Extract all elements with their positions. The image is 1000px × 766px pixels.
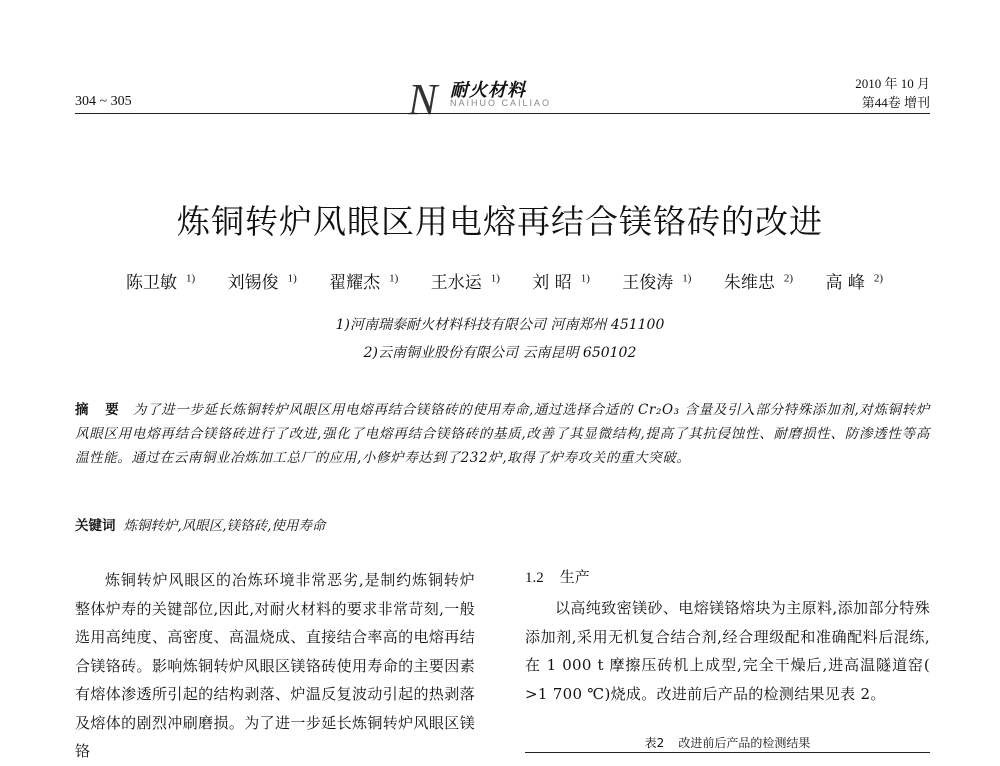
paper-title: 炼铜转炉风眼区用电熔再结合镁铬砖的改进: [177, 202, 823, 241]
body-intro-paragraph: 炼铜转炉风眼区的冶炼环境非常恶劣,是制约炼铜转炉整体炉寿的关键部位,因此,对耐火材料的要求非常苛刻,一般选用高纯度、高密度、高温烧成、直接结合率高的电熔再结合镁铬砖。影响炼铜转炉风眼区镁铬砖使用寿命的主要因素有熔体渗透所引起的结构剥落、炉温反复波动引起的热剥落及熔体的剧烈冲刷磨损。为了进一步延长炼铜转炉风眼区镁铬: [75, 571, 475, 760]
journal-logo-icon: N: [408, 75, 438, 124]
section-paragraph: 以高纯致密镁砂、电熔镁铬熔块为主原料,添加部分特殊添加剂,采用无机复合结合剂,经合理级配和准确配料后混练,在 1 000 t 摩擦压砖机上成型,完全干燥后,进高温隧道窑( >1 700 ℃)烧成。改进前后产品的检测结果见表 2。: [525, 599, 930, 703]
keywords: [75, 514, 930, 534]
journal-name-cn: 耐火材料: [450, 80, 526, 101]
author: 刘锡俊 $^{1)}$: [227, 272, 297, 293]
issue-date: 2010 年 10 月: [855, 76, 930, 91]
affiliation-2: 2)云南铜业股份有限公司 云南昆明 650102: [363, 345, 637, 361]
table-top-rule: [525, 752, 930, 753]
author: 翟耀杰 $^{1)}$: [329, 272, 399, 293]
table-caption: [525, 734, 930, 751]
author: 刘 昭 $^{1)}$: [532, 272, 590, 293]
section-heading: [525, 566, 590, 587]
keywords-text: 炼铜转炉,风眼区,镁铬砖,使用寿命: [123, 518, 326, 534]
author: 高 峰 $^{2)}$: [825, 272, 884, 293]
header-rule: [75, 113, 930, 114]
keywords-label: 关键词: [75, 518, 116, 534]
abstract-text: 为了进一步延长炼铜转炉风眼区用电熔再结合镁铬砖的使用寿命,通过选择合适的 Cr₂O₃ 含量及引入部分特殊添加剂,对炼铜转炉风眼区用电熔再结合镁铬砖进行了改进,强化了电熔再结合镁铬砖的基质,改善了其显微结构,提高了其抗侵蚀性、耐磨损性、防渗透性等高温性能。通过在云南铜业冶炼加工总厂的应用,小修炉寿达到了232炉,取得了炉寿攻关的重大突破。: [75, 402, 931, 466]
author: 朱维忠 $^{2)}$: [723, 272, 794, 293]
journal-logo: [408, 72, 578, 124]
journal-name-en: NAIHUO CAILIAO: [450, 98, 552, 108]
issue-volume: 第44卷 增刊: [861, 95, 930, 110]
issue-info: [855, 74, 930, 112]
author: 陈卫敏 $^{1)}$: [125, 272, 196, 293]
abstract-label: 摘 要: [75, 402, 125, 418]
author-list: [0, 268, 1000, 293]
abstract: [75, 398, 930, 470]
page-range: 304 ~ 305: [75, 94, 132, 109]
author: 王俊涛 $^{1)}$: [622, 272, 692, 293]
table-number: 表2: [644, 736, 665, 750]
section-title: 生产: [559, 568, 590, 586]
affiliation-1: 1)河南瑞泰耐火材料科技有限公司 河南郑州 451100: [335, 317, 665, 333]
table-title: 改进前后产品的检测结果: [678, 736, 811, 750]
section-number: 1.2: [525, 570, 544, 586]
author: 王水运 $^{1)}$: [430, 272, 500, 293]
